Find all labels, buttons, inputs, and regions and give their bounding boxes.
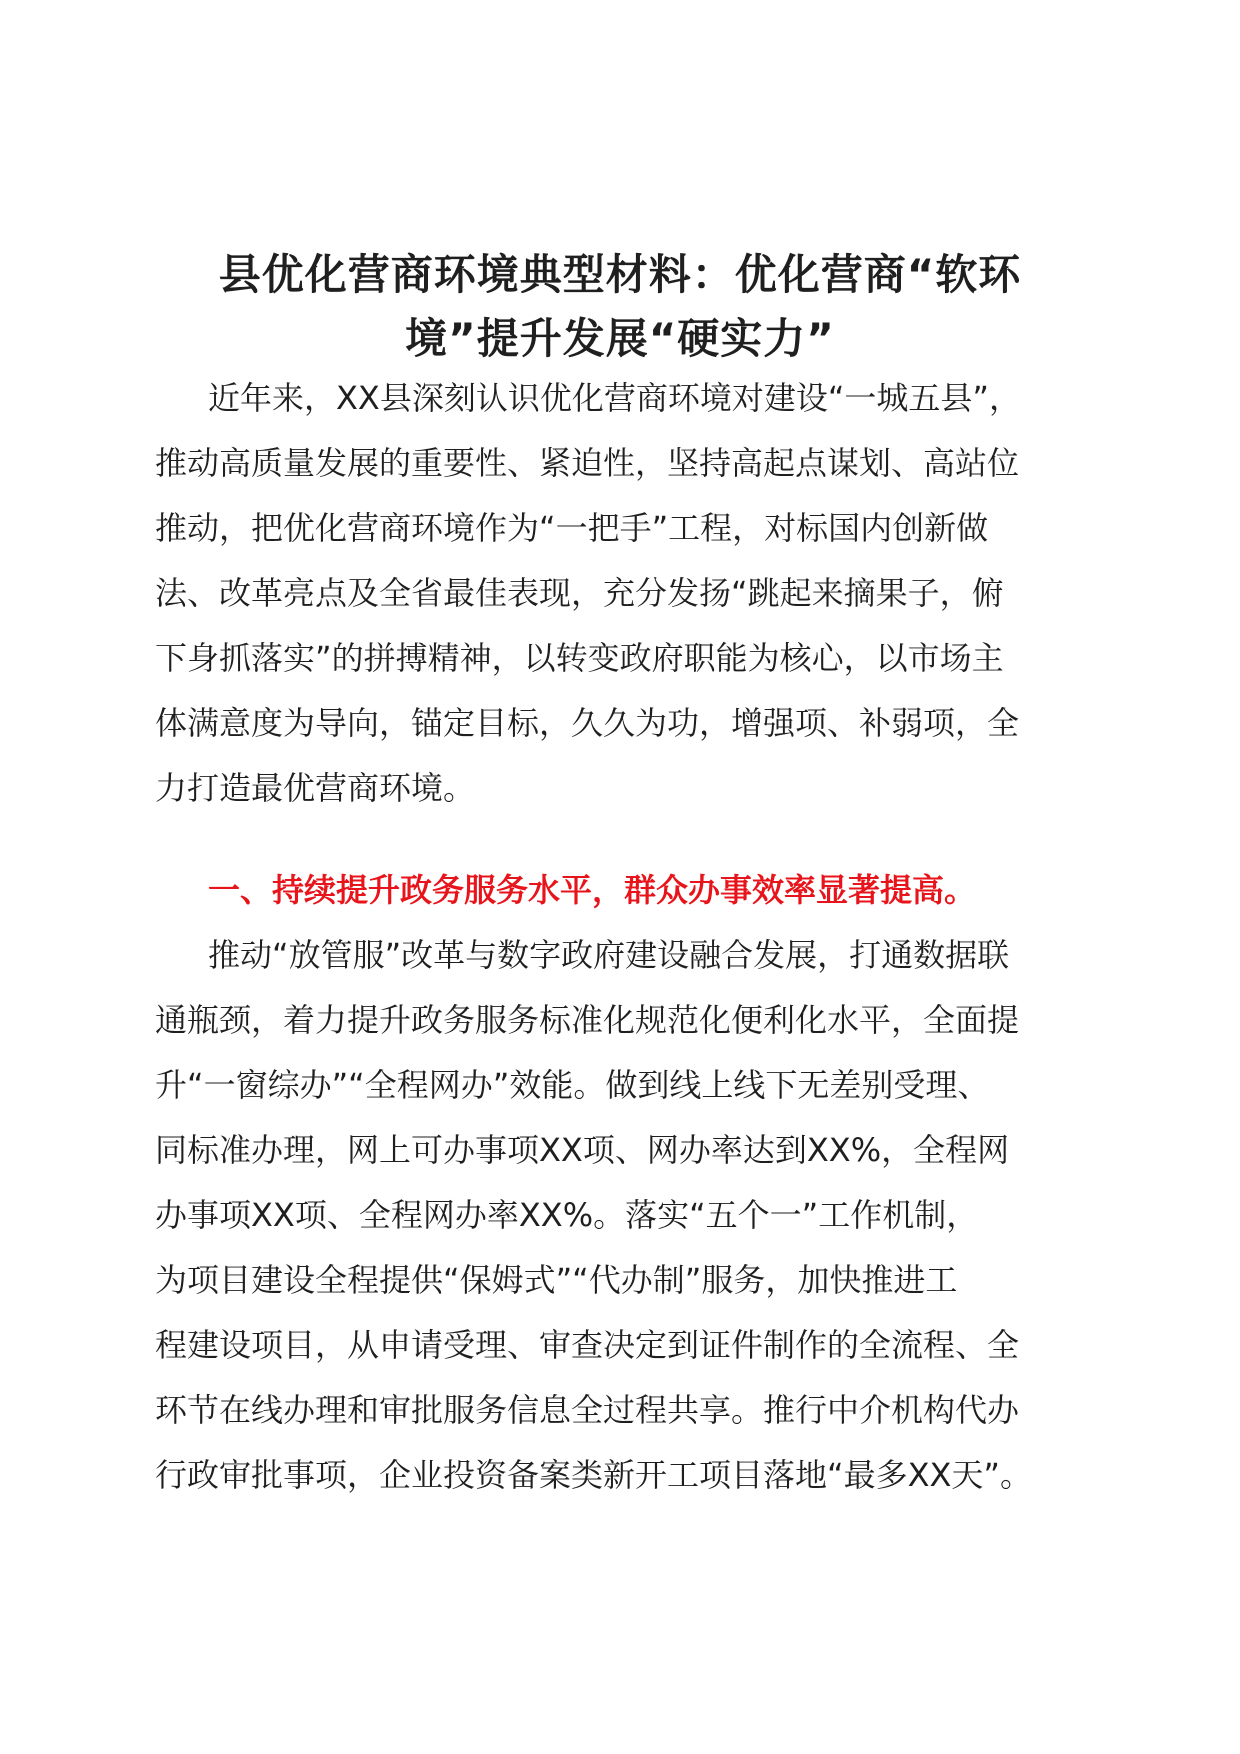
section-heading-1: 一、持续提升政务服务水平，群众办事效率显著提高。 [208, 871, 977, 909]
paragraph-line: 近年来，XX县深刻认识优化营商环境对建设“一城五县”， [208, 379, 1022, 417]
paragraph-line: 推动，把优化营商环境作为“一把手”工程，对标国内创新做 [155, 509, 989, 547]
paragraph-line: 升“一窗综办”“全程网办”效能。做到线上线下无差别受理、 [155, 1066, 990, 1104]
paragraph-line: 同标准办理，网上可办事项XX项、网办率达到XX%，全程网 [155, 1131, 1010, 1169]
paragraph-line: 推动“放管服”改革与数字政府建设融合发展，打通数据联 [208, 936, 1010, 974]
paragraph-line: 力打造最优营商环境。 [155, 769, 476, 807]
paragraph-line: 通瓶颈，着力提升政务服务标准化规范化便利化水平，全面提 [155, 1001, 1020, 1039]
document-title [150, 243, 1090, 371]
paragraph-line: 环节在线办理和审批服务信息全过程共享。推行中介机构代办 [155, 1391, 1020, 1429]
title-line: 县优化营商环境典型材料：优化营商“软环 [218, 250, 1022, 299]
section-1-paragraph [155, 923, 1095, 1508]
title-line: 境”提升发展“硬实力” [405, 314, 835, 363]
paragraph-line: 为项目建设全程提供“保姆式”“代办制”服务，加快推进工 [155, 1261, 958, 1299]
paragraph-line: 推动高质量发展的重要性、紧迫性，坚持高起点谋划、高站位 [155, 444, 1020, 482]
paragraph-line: 办事项XX项、全程网办率XX%。落实“五个一”工作机制， [155, 1196, 979, 1234]
paragraph-line: 行政审批事项，企业投资备案类新开工项目落地“最多XX天”。 [155, 1456, 1033, 1494]
paragraph-line: 下身抓落实”的拼搏精神，以转变政府职能为核心，以市场主 [155, 639, 1004, 677]
paragraph-line: 体满意度为导向，锚定目标，久久为功，增强项、补弱项，全 [155, 704, 1020, 742]
paragraph-line: 程建设项目，从申请受理、审查决定到证件制作的全流程、全 [155, 1326, 1020, 1364]
paragraph-line: 法、改革亮点及全省最佳表现，充分发扬“跳起来摘果子，俯 [155, 574, 1004, 612]
intro-paragraph [155, 366, 1095, 821]
